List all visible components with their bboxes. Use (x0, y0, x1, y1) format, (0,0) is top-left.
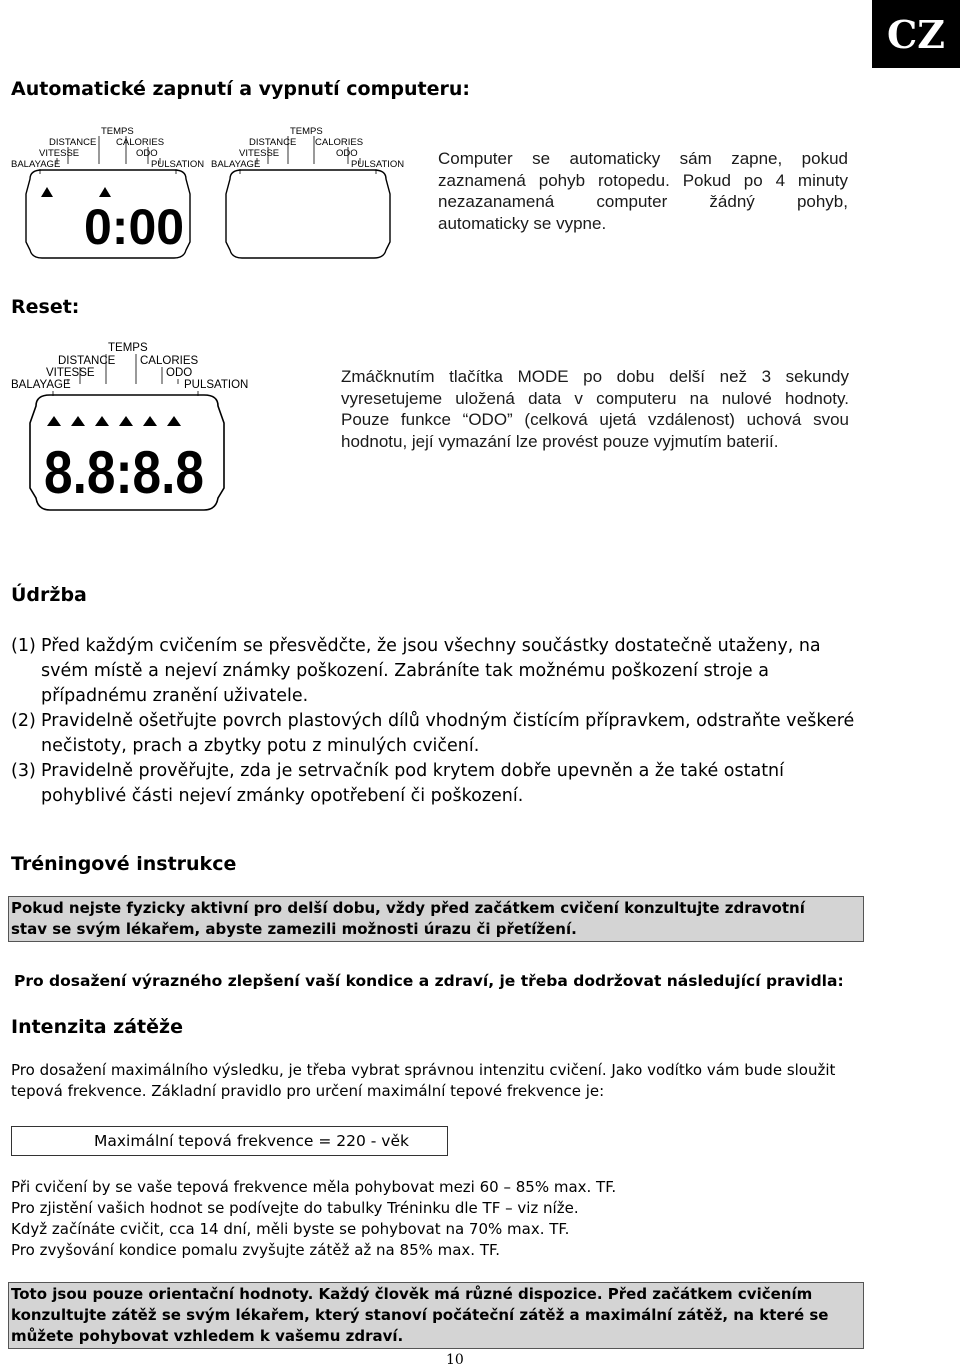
maintenance-list (11, 634, 901, 809)
indicator-triangle (47, 416, 61, 426)
final-note-box (8, 1282, 864, 1349)
maintenance-heading: Údržba (11, 584, 87, 606)
indicator-triangle (95, 416, 109, 426)
item-line: případnému zranění uživatele. (41, 686, 309, 706)
item-line: pohyblivé části nejeví zmánky opotřebení či poškození. (41, 786, 524, 806)
note-line: Pro zjistění vašich hodnot se podívejte do tabulky Tréninku dle TF – viz níže. (11, 1199, 579, 1217)
console-display-zero (8, 124, 208, 264)
note-line: Při cvičení by se vaše tepová frekvence měla pohybovat mezi 60 – 85% max. TF. (11, 1178, 617, 1196)
language-tab: CZ (872, 0, 960, 68)
label-vitesse: VITESSE (39, 148, 80, 159)
time-digits: 0:00 (84, 199, 185, 255)
item-number: (2) (11, 711, 36, 731)
health-warning-box (8, 896, 864, 942)
reset-description (341, 366, 849, 452)
auto-onoff-heading: Automatické zapnutí a vypnutí computeru: (11, 78, 470, 100)
note-line: Pro zvyšování kondice pomalu zvyšujte zátěž až na 85% max. TF. (11, 1241, 500, 1259)
label-pulsation: PULSATION (351, 159, 405, 170)
indicator-triangle (99, 187, 111, 197)
reset-heading: Reset: (11, 296, 80, 318)
item-line: svém místě a nejeví známky poškození. Zabráníte tak možnému poškození stroje a (41, 661, 769, 681)
label-pulsation: PULSATION (184, 379, 248, 391)
label-distance: DISTANCE (49, 137, 97, 148)
label-balayage: BALAYAGE (11, 379, 71, 391)
intensity-heading: Intenzita zátěže (11, 1016, 183, 1038)
intensity-notes (11, 1177, 911, 1261)
item-line: Pravidelně prověřujte, zda je setrvačník pod krytem dobře upevněn a že také ostatní (41, 761, 785, 781)
reset-line: Pouze funkce “ODO” (celková ujetá vzdálenost) uchová svou (341, 410, 849, 429)
label-temps: TEMPS (108, 342, 148, 354)
reset-line: hodnotu, její vymazání lze provést pouze vyjmutím baterií. (341, 431, 779, 451)
training-heading: Tréningové instrukce (11, 853, 237, 875)
rules-intro: Pro dosažení výrazného zlepšení vaší kondice a zdraví, je třeba dodržovat následující pravidla: (14, 972, 844, 990)
label-odo: ODO (166, 367, 193, 379)
item-line: nečistoty, prach a zbytky potu z minulých cvičení. (41, 736, 480, 756)
intensity-line: tepová frekvence. Základní pravidlo pro určení maximální tepové frekvence je: (11, 1082, 605, 1100)
auto-line: zaznamená pohyb rotopedu. Pokud po 4 minuty (438, 170, 848, 190)
list-item (11, 759, 901, 809)
label-temps: TEMPS (290, 126, 323, 137)
intensity-line: Pro dosažení maximálního výsledku, je třeba vybrat správnou intenzitu cvičení. Jako vodítko vám bude sloužit (11, 1061, 836, 1079)
item-number: (3) (11, 761, 36, 781)
label-calories: CALORIES (140, 355, 199, 367)
label-balayage: BALAYAGE (11, 159, 61, 170)
auto-line: Computer se automaticky sám zapne, pokud (438, 149, 848, 168)
indicator-triangle (119, 416, 133, 426)
indicator-triangle (41, 187, 53, 197)
reset-line: vyresetujeme uložená data v computeru na nulové hodnoty. (341, 388, 849, 408)
list-item (11, 634, 901, 709)
final-line: konzultujte zátěž se svým lékařem, který stanoví počáteční zátěž a maximální zátěž, na které se (11, 1306, 829, 1324)
warning-line: Pokud nejste fyzicky aktivní pro delší dobu, vždy před začátkem cvičení konzultujte zdravotní (11, 899, 805, 917)
auto-line: nezazanamená computer žádný pohyb, (438, 192, 848, 211)
auto-line: automaticky se vypne. (438, 213, 607, 233)
label-distance: DISTANCE (58, 355, 116, 367)
indicator-triangle (71, 416, 85, 426)
formula-text: Maximální tepová frekvence = 220 - věk (94, 1132, 409, 1150)
label-balayage: BALAYAGE (211, 159, 261, 170)
list-item (11, 709, 901, 759)
label-vitesse: VITESSE (239, 148, 280, 159)
console-display-blank (208, 124, 408, 264)
label-odo: ODO (136, 148, 158, 159)
auto-description (438, 148, 848, 234)
label-temps: TEMPS (101, 126, 134, 137)
segment-digits: 8.8:8.8 (44, 439, 204, 506)
reset-line: Zmáčknutím tlačítka MODE po dobu delší než 3 sekundy (341, 367, 849, 386)
item-line: Pravidelně ošetřujte povrch plastových dílů vhodným čistícím přípravkem, odstraňte veškeré (41, 711, 855, 731)
item-line: Před každým cvičením se přesvědčte, že jsou všechny součástky dostatečně utaženy, na (41, 636, 821, 656)
note-line: Když začínáte cvičit, cca 14 dní, měli byste se pohybovat na 70% max. TF. (11, 1220, 570, 1238)
label-calories: CALORIES (116, 137, 165, 148)
formula-box (11, 1126, 448, 1156)
label-distance: DISTANCE (249, 137, 297, 148)
page-number: 10 (446, 1352, 464, 1368)
indicator-triangle (143, 416, 157, 426)
label-vitesse: VITESSE (46, 367, 95, 379)
label-pulsation: PULSATION (151, 159, 205, 170)
final-line: Toto jsou pouze orientační hodnoty. Každý člověk má různé dispozice. Před začátkem cvičením (11, 1285, 813, 1303)
warning-line: stav se svým lékařem, abyste zamezili možnosti úrazu či přetížení. (11, 920, 577, 938)
indicator-triangle (167, 416, 181, 426)
console-display-all-segments (8, 338, 248, 518)
item-number: (1) (11, 636, 36, 656)
label-calories: CALORIES (315, 137, 364, 148)
intensity-intro (11, 1060, 911, 1102)
final-line: můžete pohybovat vzhledem k vašemu zdraví. (11, 1327, 404, 1345)
label-odo: ODO (336, 148, 358, 159)
